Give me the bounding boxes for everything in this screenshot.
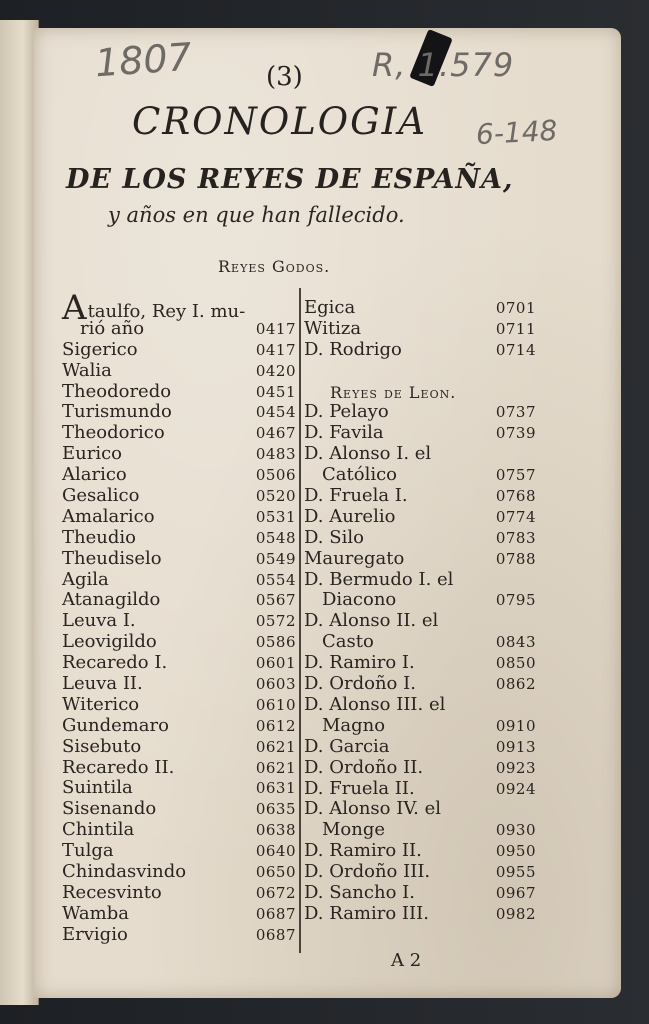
death-year: 0687	[255, 925, 296, 944]
king-name-text: Theudiselo	[62, 547, 162, 569]
king-name-text: Witiza	[304, 317, 362, 339]
king-entry	[62, 674, 296, 695]
king-name-text: D. Ramiro III.	[304, 902, 429, 924]
king-name-text: D. Aurelio	[304, 505, 396, 527]
king-entry	[304, 820, 536, 841]
king-entry	[62, 340, 296, 361]
king-entry	[62, 528, 296, 549]
section-heading-goths: Reyes Godos.	[218, 257, 331, 276]
death-year: 0774	[495, 507, 536, 526]
king-name-text: Chindasvindo	[62, 861, 187, 883]
king-name	[62, 465, 127, 486]
king-entry	[62, 465, 296, 486]
king-name	[304, 737, 390, 758]
king-entry	[304, 298, 536, 319]
death-year: 0930	[495, 821, 536, 840]
king-name-text: D. Ordoño I.	[304, 673, 416, 695]
king-entry	[304, 528, 536, 549]
king-name-text: Recaredo I.	[62, 652, 168, 674]
page-title: CRONOLOGIA	[132, 100, 428, 143]
king-entry	[62, 904, 296, 925]
king-name-text: Chintila	[62, 819, 135, 841]
king-name	[304, 444, 431, 465]
king-name	[304, 298, 355, 319]
death-year: 0621	[255, 737, 296, 756]
king-entry	[62, 444, 296, 465]
king-name	[304, 841, 422, 862]
king-name-text: D. Sancho I.	[304, 881, 415, 903]
king-name	[304, 758, 423, 779]
death-year: 0967	[495, 883, 536, 902]
king-name	[322, 590, 396, 611]
death-year: 0640	[255, 842, 296, 861]
king-entry	[304, 695, 536, 716]
king-name	[62, 590, 160, 611]
king-name	[62, 486, 139, 507]
death-year: 0850	[495, 654, 536, 673]
king-entry	[62, 883, 296, 904]
king-name-text: D. Favila	[304, 422, 384, 444]
king-name	[304, 611, 438, 632]
king-entry	[304, 486, 536, 507]
king-entry	[304, 841, 536, 862]
death-year: 0638	[255, 821, 296, 840]
king-name-text: Sisebuto	[62, 735, 142, 757]
death-year: 0621	[255, 758, 296, 777]
king-entry	[62, 590, 296, 611]
king-name	[304, 486, 408, 507]
king-entry	[62, 486, 296, 507]
king-name	[62, 716, 169, 737]
death-year: 0549	[255, 549, 296, 568]
king-entry	[62, 611, 296, 632]
king-name	[62, 507, 155, 528]
subtitle-line-2: y años en que han fallecido.	[108, 203, 405, 227]
death-year: 0483	[255, 445, 296, 464]
death-year: 0701	[495, 299, 536, 317]
king-name-text: Atanagildo	[62, 589, 161, 611]
king-entry	[62, 361, 296, 382]
death-year: 0610	[255, 695, 296, 714]
death-year: 0923	[495, 758, 536, 777]
king-entry	[62, 632, 296, 653]
death-year: 0548	[255, 528, 296, 547]
death-year: 0955	[495, 863, 536, 882]
left-column-list	[62, 288, 296, 946]
death-year: 0631	[255, 779, 296, 798]
king-entry	[304, 632, 536, 653]
pencil-note-code: 6-148	[475, 113, 559, 152]
king-entry	[62, 841, 296, 862]
king-entry	[62, 737, 296, 758]
king-entry	[304, 904, 536, 925]
king-entry	[62, 653, 296, 674]
king-name	[62, 361, 112, 382]
king-entry	[62, 382, 296, 403]
king-name	[304, 507, 395, 528]
subtitle-line-1: DE LOS REYES DE ESPAÑA,	[66, 164, 514, 195]
page-number: (3)	[266, 62, 303, 92]
king-name	[304, 779, 415, 800]
death-year: 0862	[495, 675, 536, 694]
king-name-text: D. Alonso IV. el	[304, 798, 442, 820]
king-entry	[62, 799, 296, 820]
king-entry	[304, 862, 536, 883]
death-year: 0910	[495, 716, 536, 735]
death-year: 0982	[495, 904, 536, 923]
king-name-text: Theodorico	[62, 422, 165, 444]
death-year: 0737	[495, 403, 536, 422]
signature-mark: A 2	[391, 950, 422, 971]
king-entry	[304, 611, 536, 632]
king-name-text: D. Alonso I. el	[304, 443, 432, 465]
drop-cap-letter: A	[62, 288, 87, 328]
king-name-text: D. Silo	[304, 526, 364, 548]
king-entry	[304, 737, 536, 758]
king-entry	[62, 570, 296, 591]
death-year: 0924	[495, 779, 536, 798]
king-name	[304, 570, 453, 591]
king-name	[304, 674, 416, 695]
death-year: 0612	[255, 716, 296, 735]
king-name-text: Turismundo	[62, 401, 172, 423]
death-year: 0795	[495, 591, 536, 610]
king-entry	[304, 549, 536, 570]
king-name-text: Tulga	[62, 840, 114, 862]
king-name	[62, 340, 138, 361]
death-year: 0572	[255, 612, 296, 631]
king-name	[304, 883, 415, 904]
king-name-text: D. Ramiro I.	[304, 652, 415, 674]
king-name-text: taulfo, Rey I. mu-	[87, 301, 246, 322]
death-year: 0768	[495, 487, 536, 506]
king-name	[304, 528, 364, 549]
king-name-text: Amalarico	[62, 505, 155, 527]
king-name	[62, 423, 165, 444]
death-year: 0417	[255, 319, 296, 338]
king-name	[304, 799, 441, 820]
king-name-text: Leovigildo	[62, 631, 157, 653]
king-entry	[304, 402, 536, 423]
king-name-text: D. Bermudo I. el	[304, 568, 454, 590]
king-name-text: D. Alonso III. el	[304, 693, 446, 715]
king-name	[62, 758, 174, 779]
king-name	[62, 841, 114, 862]
king-entry	[62, 319, 296, 340]
king-entry	[304, 465, 536, 486]
death-year: 0635	[255, 800, 296, 819]
death-year: 0672	[255, 883, 296, 902]
king-name	[62, 632, 157, 653]
death-year: 0650	[255, 863, 296, 882]
king-name	[62, 883, 162, 904]
king-name-text: Magno	[322, 714, 386, 736]
king-entry	[304, 799, 536, 820]
king-entry	[304, 674, 536, 695]
king-entry	[62, 716, 296, 737]
king-name	[322, 465, 397, 486]
king-entry	[304, 716, 536, 737]
death-year: 0788	[495, 549, 536, 568]
death-year: 0420	[255, 361, 296, 380]
king-name-text: Recaredo II.	[62, 756, 175, 778]
king-name-text: Gesalico	[62, 485, 140, 507]
king-name	[304, 319, 361, 340]
king-name-text: Católico	[322, 464, 398, 486]
king-name	[62, 674, 143, 695]
king-name-text: Theudio	[62, 526, 136, 548]
king-name-text: Alarico	[62, 464, 127, 486]
king-entry	[304, 883, 536, 904]
king-name-text: Wamba	[62, 902, 129, 924]
death-year: 0714	[495, 340, 536, 359]
column-divider	[299, 288, 301, 953]
king-name	[322, 820, 385, 841]
king-entry	[62, 758, 296, 779]
section-heading-leon: Reyes de Leon.	[330, 383, 457, 402]
king-name-text: D. Pelayo	[304, 401, 389, 423]
king-entry	[62, 695, 296, 716]
king-name	[322, 716, 385, 737]
king-name-text: D. Fruela I.	[304, 485, 408, 507]
king-entry	[62, 820, 296, 841]
king-name	[62, 444, 122, 465]
king-name	[304, 904, 429, 925]
king-name-text: D. Fruela II.	[304, 777, 415, 799]
king-entry	[62, 862, 296, 883]
king-name	[62, 695, 139, 716]
king-name-text: Leuva I.	[62, 610, 136, 632]
death-year: 0520	[255, 487, 296, 506]
king-name-text: Eurico	[62, 443, 123, 465]
king-name	[80, 319, 144, 340]
king-name-text: Diacono	[322, 589, 397, 611]
king-name	[62, 570, 109, 591]
king-name-text: D. Ordoño III.	[304, 861, 431, 883]
king-name-text: Casto	[322, 631, 374, 653]
king-name	[62, 862, 186, 883]
king-name	[62, 382, 171, 403]
king-name-text: Witerico	[62, 693, 140, 715]
king-entry	[304, 340, 536, 361]
king-entry	[304, 507, 536, 528]
pencil-note-year: 1807	[93, 34, 194, 86]
king-name	[62, 611, 136, 632]
king-name-text: Monge	[322, 819, 386, 841]
king-entry	[304, 423, 536, 444]
death-year: 0554	[255, 570, 296, 589]
death-year: 0417	[255, 340, 296, 359]
king-name	[62, 778, 133, 799]
king-entry	[62, 402, 296, 423]
death-year: 0586	[255, 633, 296, 652]
king-name-text: Ervigio	[62, 923, 128, 945]
death-year: 0950	[495, 842, 536, 861]
king-name	[62, 653, 167, 674]
king-entry	[304, 779, 536, 800]
death-year: 0687	[255, 904, 296, 923]
king-name	[62, 549, 162, 570]
king-name	[304, 695, 445, 716]
death-year: 0531	[255, 507, 296, 526]
king-name	[62, 799, 156, 820]
death-year: 0451	[255, 382, 296, 401]
king-name	[62, 925, 128, 946]
king-entry	[304, 590, 536, 611]
death-year: 0711	[495, 319, 536, 338]
death-year: 0603	[255, 675, 296, 694]
king-name	[62, 737, 141, 758]
king-name	[304, 549, 404, 570]
king-entry	[304, 653, 536, 674]
king-entry	[62, 925, 296, 946]
king-name	[304, 862, 430, 883]
king-entry	[304, 319, 536, 340]
king-name-text: Agila	[62, 568, 109, 590]
king-entry	[304, 570, 536, 591]
king-name	[304, 340, 402, 361]
king-name-text: Recesvinto	[62, 881, 162, 903]
pencil-note-reference: R, 1.579	[372, 46, 515, 84]
king-name-text: Sisenando	[62, 798, 157, 820]
king-name-text: Mauregato	[304, 547, 405, 569]
death-year: 0757	[495, 466, 536, 485]
king-name-text: Suintila	[62, 777, 133, 799]
king-name-text: rió año	[80, 317, 145, 339]
king-name-text: D. Ordoño II.	[304, 756, 424, 778]
death-year: 0913	[495, 737, 536, 756]
king-name-text: Sigerico	[62, 338, 138, 360]
king-name-text: Leuva II.	[62, 673, 143, 695]
death-year: 0506	[255, 466, 296, 485]
king-name	[62, 904, 129, 925]
king-name-text: Walia	[62, 359, 112, 381]
death-year: 0454	[255, 403, 296, 422]
death-year: 0843	[495, 633, 536, 652]
king-name	[322, 632, 374, 653]
king-name	[62, 402, 172, 423]
death-year: 0601	[255, 654, 296, 673]
king-name-text: D. Garcia	[304, 735, 390, 757]
king-name-text: D. Alonso II. el	[304, 610, 439, 632]
king-name-text: Egica	[304, 297, 356, 318]
king-name	[304, 653, 415, 674]
king-name	[304, 423, 384, 444]
king-name-text: Theodoredo	[62, 380, 172, 402]
death-year: 0467	[255, 424, 296, 443]
king-name	[62, 820, 134, 841]
king-entry	[62, 507, 296, 528]
king-name	[62, 528, 136, 549]
death-year: 0739	[495, 424, 536, 443]
death-year: 0567	[255, 591, 296, 610]
king-name-text: Gundemaro	[62, 714, 169, 736]
king-entry	[304, 444, 536, 465]
king-entry	[304, 758, 536, 779]
king-entry	[62, 423, 296, 444]
death-year: 0783	[495, 528, 536, 547]
king-name-text: D. Ramiro II.	[304, 840, 422, 862]
king-entry	[62, 778, 296, 799]
king-entry	[62, 549, 296, 570]
king-name	[304, 402, 389, 423]
king-name-text: D. Rodrigo	[304, 338, 402, 360]
